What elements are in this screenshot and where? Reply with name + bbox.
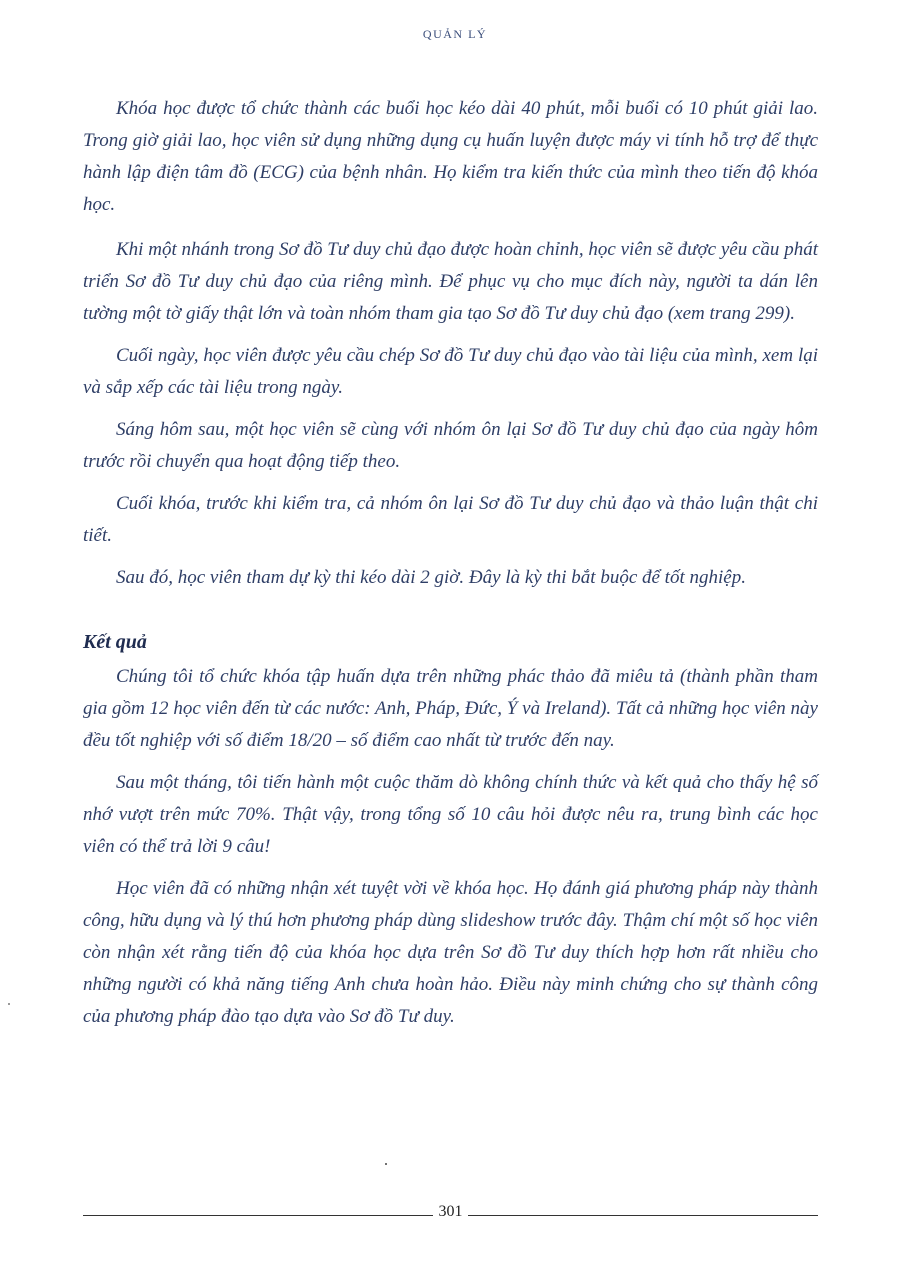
paragraph-results-survey: Sau một tháng, tôi tiến hành một cuộc thăm dò không chính thức và kết quả cho thấy hệ số nhớ vượt trên mức 70%. Thật vậy, trong tổng số 10 câu hỏi được nêu ra, trung bình các học viên có thể trả lời 9 câu!: [83, 772, 818, 857]
footer-rule-right: [468, 1215, 818, 1216]
running-header: QUẢN LÝ: [422, 27, 488, 41]
paragraph-mind-map-branch: Khi một nhánh trong Sơ đồ Tư duy chủ đạo được hoàn chỉnh, học viên sẽ được yêu cầu phát triển Sơ đồ Tư duy chủ đạo của riêng mình. Để phục vụ cho mục đích này, người ta dán lên tường một tờ giấy thật lớn và toàn nhóm tham gia tạo Sơ đồ Tư duy chủ đạo (xem trang 299).: [83, 239, 818, 324]
page-body: [83, 93, 818, 1043]
paragraph-end-of-day: Cuối ngày, học viên được yêu cầu chép Sơ đồ Tư duy chủ đạo vào tài liệu của mình, xem lại và sắp xếp các tài liệu trong ngày.: [83, 345, 818, 398]
footer-rule-left: [83, 1215, 433, 1216]
margin-mark: [8, 1003, 10, 1005]
paragraph-results-graduation: Chúng tôi tổ chức khóa tập huấn dựa trên những phác thảo đã miêu tả (thành phần tham gia gồm 12 học viên đến từ các nước: Anh, Pháp, Đức, Ý và Ireland). Tất cả những học viên này đều tốt nghiệp với số điểm 18/20 – số điểm cao nhất từ trước đến nay.: [83, 666, 818, 751]
paragraph-results-feedback: Học viên đã có những nhận xét tuyệt vời về khóa học. Họ đánh giá phương pháp này thành công, hữu dụng và lý thú hơn phương pháp dùng slideshow trước đây. Thậm chí một số học viên còn nhận xét rằng tiến độ của khóa học dựa trên Sơ đồ Tư duy thích hợp hơn rất nhiều cho những người có khả năng tiếng Anh chưa hoàn hảo. Điều này minh chứng cho sự thành công của phương pháp đào tạo dựa vào Sơ đồ Tư duy.: [83, 878, 818, 1027]
paragraph-next-morning: Sáng hôm sau, một học viên sẽ cùng với nhóm ôn lại Sơ đồ Tư duy chủ đạo của ngày hôm trước rồi chuyển qua hoạt động tiếp theo.: [83, 419, 818, 472]
stray-dot: [385, 1163, 387, 1165]
paragraph-exam: Sau đó, học viên tham dự kỳ thi kéo dài 2 giờ. Đây là kỳ thi bắt buộc để tốt nghiệp.: [116, 567, 746, 588]
paragraph-course-sessions: Khóa học được tổ chức thành các buổi học kéo dài 40 phút, mỗi buổi có 10 phút giải lao. Trong giờ giải lao, học viên sử dụng những dụng cụ huấn luyện được máy vi tính hỗ trợ để thực hành lập điện tâm đồ (ECG) của bệnh nhân. Họ kiểm tra kiến thức của mình theo tiến độ khóa học.: [83, 98, 818, 215]
page-number: 301: [438, 1203, 463, 1220]
paragraph-end-of-course: Cuối khóa, trước khi kiểm tra, cả nhóm ôn lại Sơ đồ Tư duy chủ đạo và thảo luận thật chi tiết.: [83, 493, 818, 546]
page-footer: [83, 1203, 818, 1223]
section-heading-results: Kết quả: [83, 631, 147, 653]
